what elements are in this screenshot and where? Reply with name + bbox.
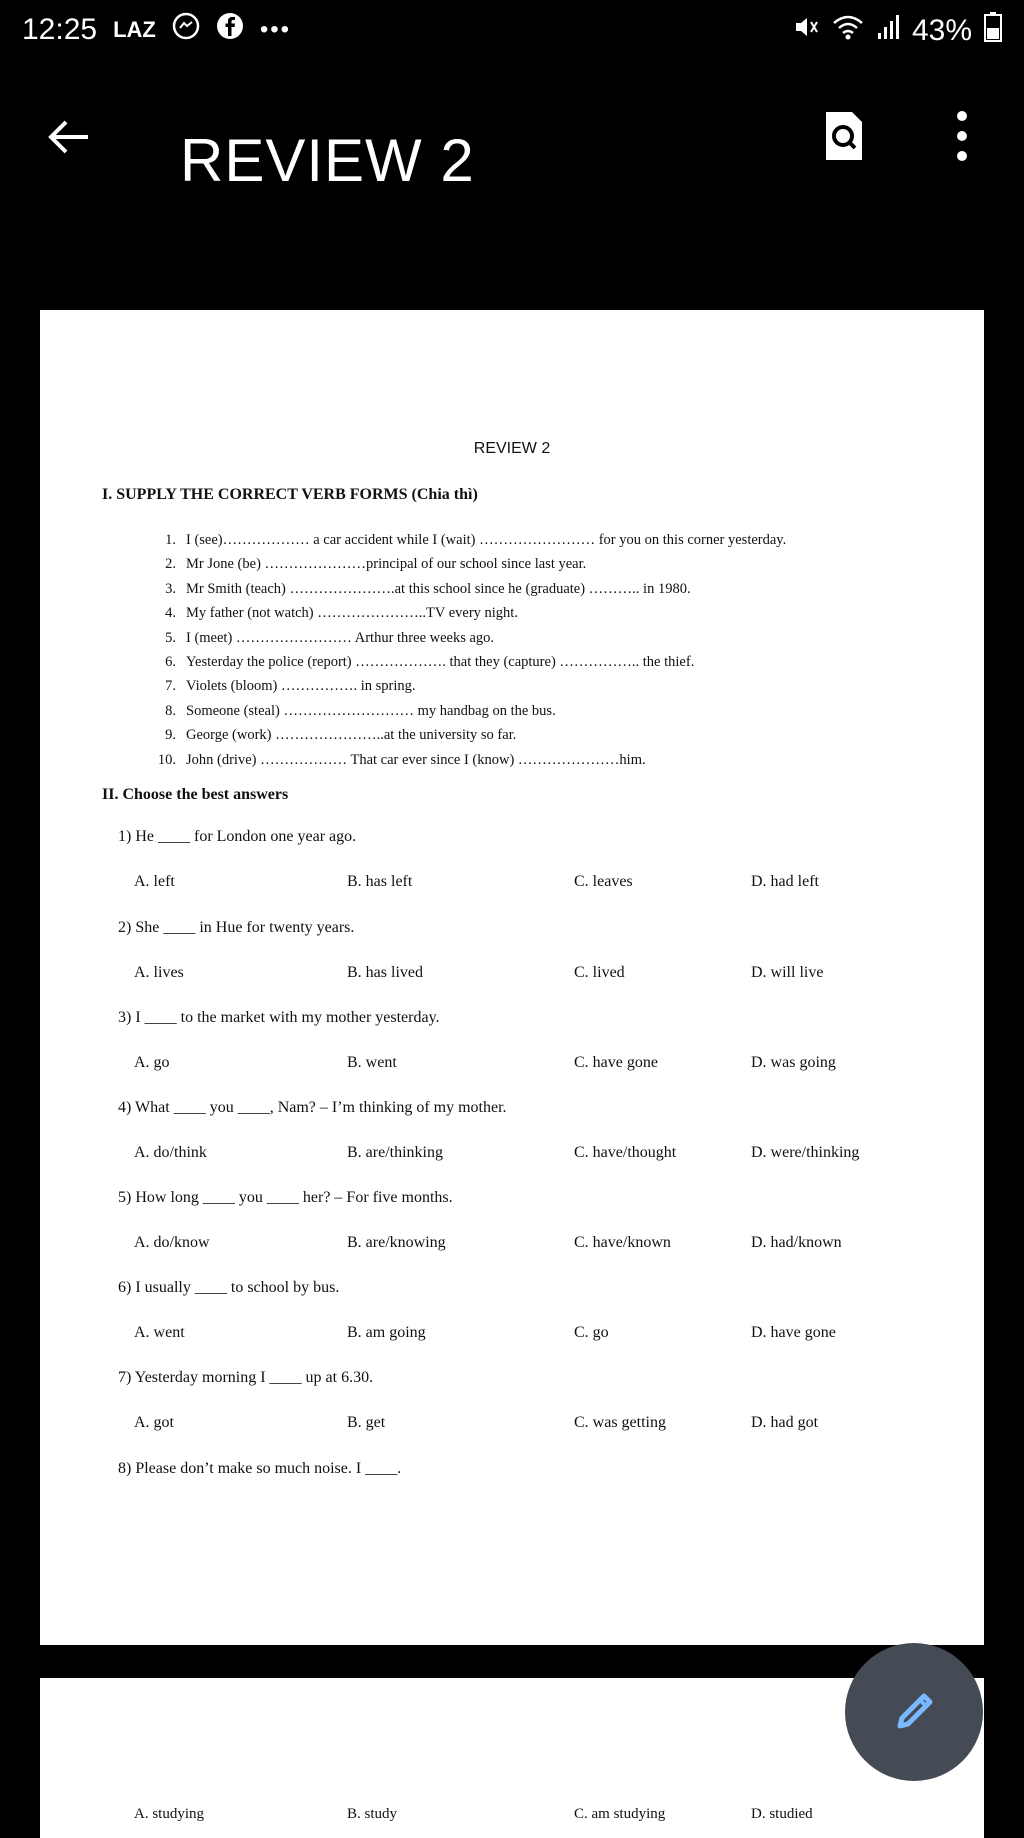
question-6: 6) I usually ____ to school by bus. <box>118 1279 340 1296</box>
option-b: B. study <box>347 1806 398 1822</box>
option-c: C. go <box>574 1324 609 1341</box>
exercise-item: 1. I (see)……………… a car accident while I (wait) …………………… for you on this corner yesterday. <box>165 532 787 548</box>
signal-icon <box>876 13 900 49</box>
status-time: 12:25 <box>22 13 98 46</box>
question-1: 1) He ____ for London one year ago. <box>118 828 357 845</box>
back-button[interactable] <box>44 112 94 162</box>
option-a: A. go <box>134 1054 170 1071</box>
section-1-heading: I. SUPPLY THE CORRECT VERB FORMS (Chia thì) <box>102 486 478 503</box>
page-heading: REVIEW 2 <box>473 440 551 457</box>
exercise-item: 2. Mr Jone (be) …………………principal of our school since last year. <box>165 556 587 573</box>
more-options-button[interactable] <box>950 108 974 169</box>
option-c: C. have/known <box>574 1234 671 1251</box>
option-a: A. got <box>134 1414 174 1431</box>
exercise-item: 10. John (drive) ……………… That car ever since I (know) …………………him. <box>157 751 646 768</box>
option-b: B. went <box>347 1054 397 1071</box>
messenger-icon <box>172 12 200 48</box>
option-c: C. leaves <box>574 873 633 890</box>
question-5: 5) How long ____ you ____ her? – For five months. <box>118 1189 453 1206</box>
verb-forms-exercise <box>146 528 966 772</box>
option-c: C. have gone <box>574 1054 658 1071</box>
battery-percent: 43% <box>911 14 972 47</box>
option-b: B. get <box>347 1414 386 1431</box>
option-a: A. left <box>134 873 175 890</box>
exercise-item: 4. My father (not watch) …………………..TV every night. <box>165 605 518 622</box>
option-c: C. lived <box>574 964 625 981</box>
arrow-left-icon <box>44 112 94 162</box>
question-7: 7) Yesterday morning I ____ up at 6.30. <box>118 1369 374 1386</box>
edit-fab-button[interactable] <box>845 1643 983 1781</box>
pencil-icon <box>886 1684 942 1740</box>
option-a: A. do/think <box>134 1144 207 1161</box>
option-d: D. will live <box>751 964 824 981</box>
exercise-item: 5. I (meet) …………………… Arthur three weeks ago. <box>165 629 495 646</box>
question-2: 2) She ____ in Hue for twenty years. <box>118 919 355 936</box>
option-d: D. have gone <box>751 1324 836 1341</box>
exercise-item: 6. Yesterday the police (report) ………………. that they (capture) …………….. the thief. <box>165 654 695 671</box>
section-2-heading: II. Choose the best answers <box>102 786 289 803</box>
app-bar <box>0 90 1024 220</box>
option-b: B. has lived <box>347 964 423 981</box>
option-a: A. went <box>134 1324 185 1341</box>
battery-icon <box>984 12 1002 50</box>
status-bar <box>0 0 1024 60</box>
question-8: 8) Please don’t make so much noise. I ____. <box>118 1460 402 1477</box>
exercise-item: 3. Mr Smith (teach) ………………….at this school since he (graduate) ……….. in 1980. <box>165 580 691 597</box>
option-d: D. had/known <box>751 1234 842 1251</box>
option-d: D. had got <box>751 1414 819 1431</box>
wifi-icon <box>832 13 864 49</box>
search-in-document-button[interactable] <box>822 110 866 167</box>
option-a: A. studying <box>134 1806 205 1822</box>
exercise-item: 7. Violets (bloom) ……………. in spring. <box>165 678 416 695</box>
mute-icon <box>792 13 820 49</box>
option-a: A. lives <box>134 964 184 981</box>
question-3: 3) I ____ to the market with my mother yesterday. <box>118 1009 440 1026</box>
more-vertical-icon <box>950 108 974 164</box>
facebook-icon <box>216 12 244 48</box>
option-d: D. had left <box>751 873 819 890</box>
search-document-icon <box>822 110 866 162</box>
option-c: C. have/thought <box>574 1144 677 1161</box>
option-d: D. were/thinking <box>751 1144 860 1161</box>
carrier-label: LAZ <box>113 17 156 42</box>
question-4: 4) What ____ you ____, Nam? – I’m thinking of my mother. <box>118 1099 507 1116</box>
option-b: B. are/knowing <box>347 1234 446 1251</box>
option-b: B. has left <box>347 873 413 890</box>
exercise-item: 8. Someone (steal) ……………………… my handbag on the bus. <box>165 702 556 719</box>
option-c: C. am studying <box>574 1806 666 1822</box>
exercise-item: 9. George (work) …………………..at the university so far. <box>165 727 517 744</box>
option-b: B. am going <box>347 1324 426 1341</box>
option-b: B. are/thinking <box>347 1144 443 1161</box>
option-d: D. studied <box>751 1806 813 1822</box>
option-d: D. was going <box>751 1054 836 1071</box>
more-notifications-icon: ••• <box>259 16 292 43</box>
document-page <box>40 310 984 1645</box>
option-c: C. was getting <box>574 1414 666 1431</box>
document-title: REVIEW 2 <box>180 127 475 194</box>
option-a: A. do/know <box>134 1234 210 1251</box>
